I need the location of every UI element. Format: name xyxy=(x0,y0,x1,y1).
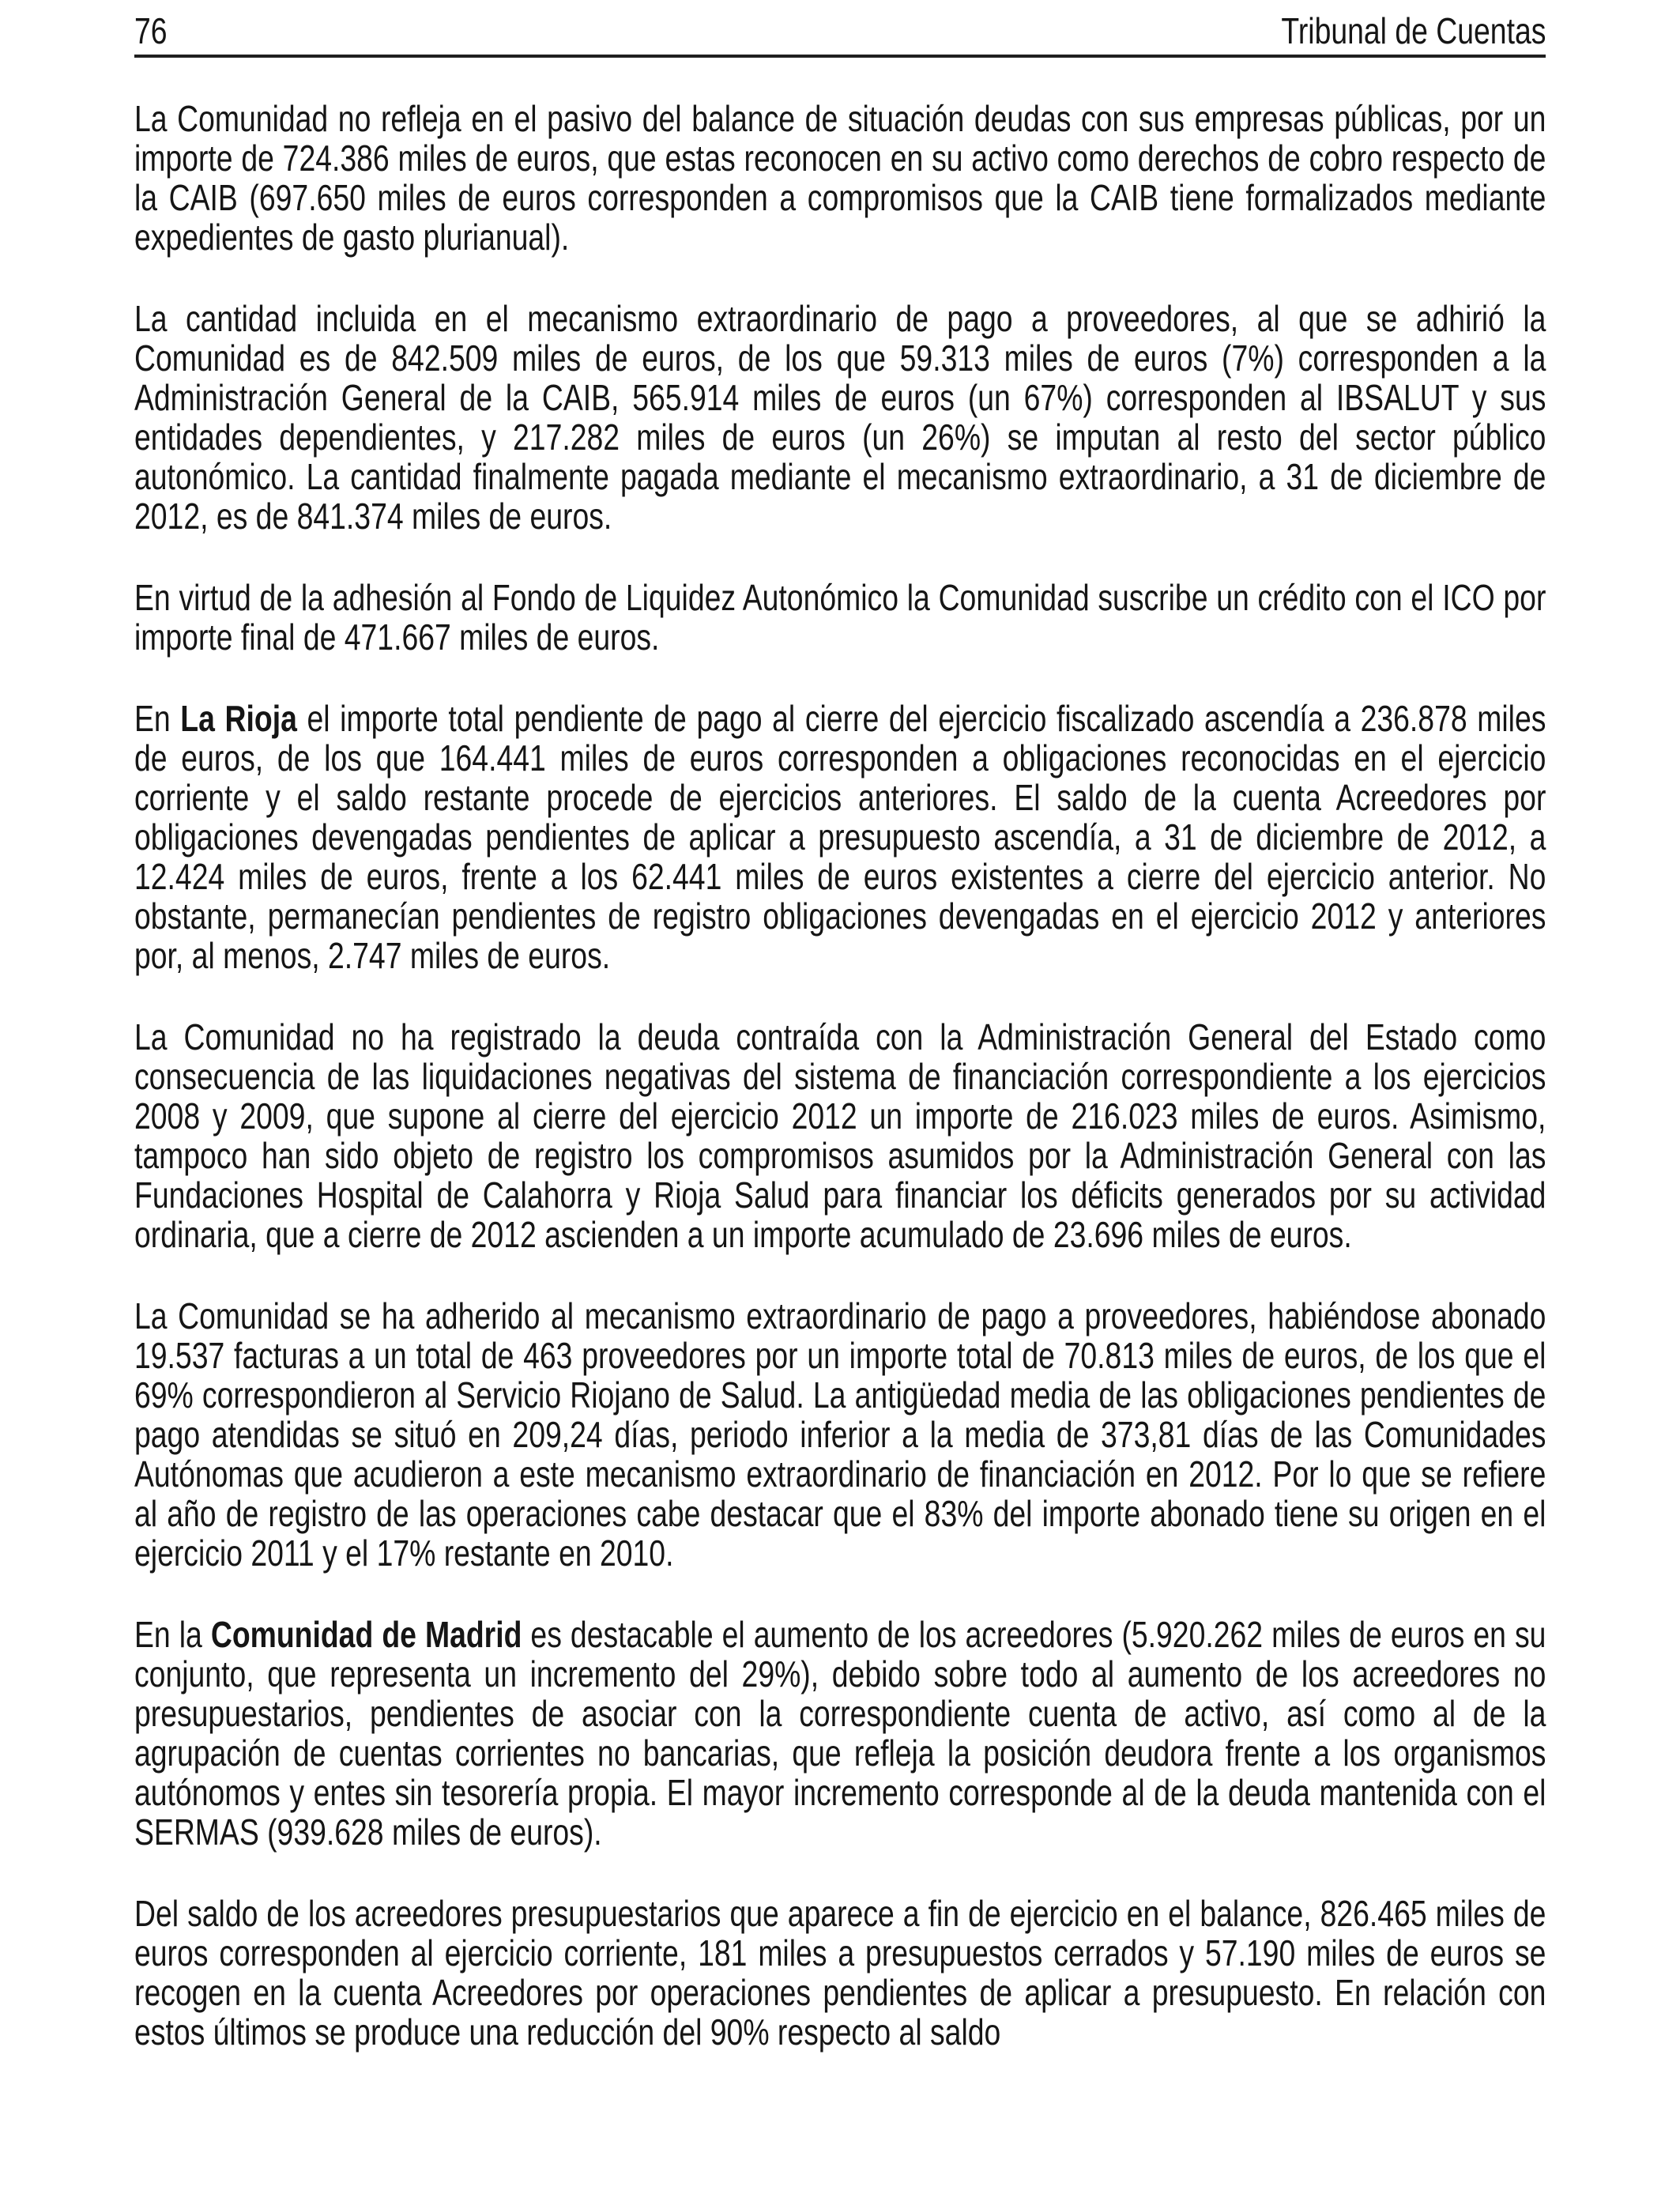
text-run: La Comunidad no ha registrado la deuda contraída con la Administración General del Estado como consecuencia de las liquidaciones negativas del sistema de financiación correspondiente a los ejercicios 2008 y 2009, que supone al cierre del ejercicio 2012 un importe de 216.023 miles de euros. Asimismo, tampoco han sido objeto de registro los compromisos asumidos por la Administración General con las Fundaciones Hospital de Calahorra y Rioja Salud para financiar los déficits generados por su actividad ordinaria, que a cierre de 2012 ascienden a un importe acumulado de 23.696 miles de euros. xyxy=(134,1016,1546,1255)
header-title: Tribunal de Cuentas xyxy=(1281,10,1546,51)
paragraph-1 xyxy=(134,99,1546,257)
paragraph-3 xyxy=(134,578,1546,657)
text-run: En virtud de la adhesión al Fondo de Liquidez Autonómico la Comunidad suscribe un crédito con el ICO por importe final de 471.667 miles de euros. xyxy=(134,577,1546,658)
paragraph-6 xyxy=(134,1296,1546,1573)
page-number: 76 xyxy=(134,10,168,51)
paragraph-8 xyxy=(134,1894,1546,2052)
text-run: el importe total pendiente de pago al cierre del ejercicio fiscalizado ascendía a 236.878 miles de euros, de los que 164.441 miles de euros corresponden a obligaciones reconocidas en el ejercicio corriente y el saldo restante procede de ejercicios anteriores. El saldo de la cuenta Acreedores por obligaciones devengadas pendientes de aplicar a presupuesto ascendía, a 31 de diciembre de 2012, a 12.424 miles de euros, frente a los 62.441 miles de euros existentes a cierre del ejercicio anterior. No obstante, permanecían pendientes de registro obligaciones devengadas en el ejercicio 2012 y anteriores por, al menos, 2.747 miles de euros. xyxy=(134,698,1546,976)
header-divider xyxy=(134,55,1546,58)
paragraph-2 xyxy=(134,299,1546,536)
text-run: es destacable el aumento de los acreedores (5.920.262 miles de euros en su conjunto, que representa un incremento del 29%), debido sobre todo al aumento de los acreedores no presupuestarios, pendientes de asociar con la correspondiente cuenta de activo, así como al de la agrupación de cuentas corrientes no bancarias, que refleja la posición deudora frente a los organismos autónomos y entes sin tesorería propia. El mayor incremento corresponde al de la deuda mantenida con el SERMAS (939.628 miles de euros). xyxy=(134,1614,1546,1853)
bold-text-run: Comunidad de Madrid xyxy=(210,1614,522,1655)
paragraph-5 xyxy=(134,1017,1546,1254)
text-run: La Comunidad se ha adherido al mecanismo extraordinario de pago a proveedores, habiéndose abonado 19.537 facturas a un total de 463 proveedores por un importe total de 70.813 miles de euros, de los que el 69% correspondieron al Servicio Riojano de Salud. La antigüedad media de las obligaciones pendientes de pago atendidas se situó en 209,24 días, periodo inferior a la media de 373,81 días de las Comunidades Autónomas que acudieron a este mecanismo extraordinario de financiación en 2012. Por lo que se refiere al año de registro de las operaciones cabe destacar que el 83% del importe abonado tiene su origen en el ejercicio 2011 y el 17% restante en 2010. xyxy=(134,1295,1546,1574)
text-run: La Comunidad no refleja en el pasivo del balance de situación deudas con sus empresas públicas, por un importe de 724.386 miles de euros, que estas reconocen en su activo como derechos de cobro respecto de la CAIB (697.650 miles de euros corresponden a compromisos que la CAIB tiene formalizados mediante expedientes de gasto plurianual). xyxy=(134,98,1546,258)
page-header xyxy=(134,0,1546,50)
document-body xyxy=(134,99,1546,2052)
text-run: Del saldo de los acreedores presupuestarios que aparece a fin de ejercicio en el balance, 826.465 miles de euros corresponden al ejercicio corriente, 181 miles a presupuestos cerrados y 57.190 miles de euros se recogen en la cuenta Acreedores por operaciones pendientes de aplicar a presupuesto. En relación con estos últimos se produce una reducción del 90% respecto al saldo xyxy=(134,1893,1546,2053)
paragraph-4 xyxy=(134,699,1546,975)
paragraph-7 xyxy=(134,1615,1546,1852)
text-run: En la xyxy=(134,1614,211,1655)
text-run: La cantidad incluida en el mecanismo extraordinario de pago a proveedores, al que se adhirió la Comunidad es de 842.509 miles de euros, de los que 59.313 miles de euros (7%) corresponden a la Administración General de la CAIB, 565.914 miles de euros (un 67%) corresponden al IBSALUT y sus entidades dependientes, y 217.282 miles de euros (un 26%) se imputan al resto del sector público autonómico. La cantidad finalmente pagada mediante el mecanismo extraordinario, a 31 de diciembre de 2012, es de 841.374 miles de euros. xyxy=(134,298,1546,537)
text-run: En xyxy=(134,698,181,739)
bold-text-run: La Rioja xyxy=(180,698,297,739)
